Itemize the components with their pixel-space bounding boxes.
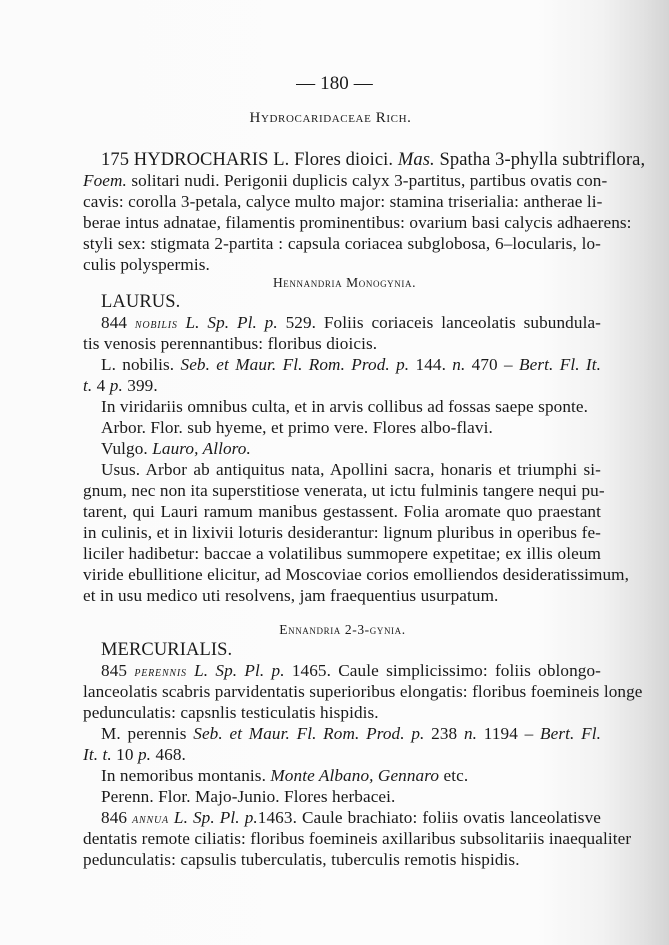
species-844-line-2: tis venosis perennantibus: floribus dioicis.	[83, 334, 378, 353]
genus-175-line-2: Foem. solitari nudi. Perigonii duplicis calyx 3-partitus, partibus ovatis con-	[83, 171, 608, 190]
class-heading-monogynia: Hennandria Monogynia.	[272, 275, 417, 290]
species-844-habitat: In viridariis omnibus culta, et in arvis collibus ad fossas saepe sponte.	[101, 397, 589, 416]
genus-mercurialis: MERCURIALIS.	[101, 640, 233, 660]
species-846-line-3: pedunculatis: capsulis tuberculatis, tuberculis remotis hispidis.	[83, 850, 520, 869]
family-heading: Hydrocaridaceae Rich.	[249, 110, 412, 126]
genus-175-line-1: 175 HYDROCHARIS L. Flores dioici. Mas. Spatha 3-phylla subtriflora,	[101, 150, 646, 170]
species-844-usus-2: gnum, nec non ita superstitiose venerata, ut ictu fulminis tangere nequi pu-	[83, 481, 605, 500]
species-844-usus-6: viride ebullitione elicitur, ad Moscoviae corios emolliendos desideratissimum,	[83, 565, 630, 584]
genus-laurus: LAURUS.	[101, 292, 181, 312]
species-846-line-1: 846 annua L. Sp. Pl. p.1463. Caule brachiato: foliis ovatis lanceolatisve	[101, 808, 601, 827]
page-number: — 180 —	[296, 73, 373, 94]
species-845-line-3: pedunculatis: capsnlis testiculatis hispidis.	[83, 703, 379, 722]
species-845-habitat: In nemoribus montanis. Monte Albano, Gennaro etc.	[101, 766, 469, 785]
species-844-synonym-cont: t. 4 p. 399.	[83, 376, 158, 395]
genus-175-line-3: cavis: corolla 3-petala, calyce multo major: stamina triserialia: antherae li-	[83, 192, 603, 211]
species-844-line-1: 844 nobilis L. Sp. Pl. p. 529. Foliis coriaceis lanceolatis subundula-	[101, 313, 601, 332]
species-844-phenology: Arbor. Flor. sub hyeme, et primo vere. Flores albo-flavi.	[101, 418, 493, 437]
genus-175-line-5: styli sex: stigmata 2-partita : capsula coriacea subglobosa, 6–locularis, lo-	[83, 234, 601, 253]
species-844-synonym: L. nobilis. Seb. et Maur. Fl. Rom. Prod. p. 144. n. 470 – Bert. Fl. It.	[101, 355, 601, 374]
class-heading-gynia: Ennandria 2-3-gynia.	[279, 622, 406, 637]
species-845-line-1: 845 perennis L. Sp. Pl. p. 1465. Caule simplicissimo: foliis oblongo-	[101, 661, 601, 680]
species-845-synonym: M. perennis Seb. et Maur. Fl. Rom. Prod. p. 238 n. 1194 – Bert. Fl.	[101, 724, 602, 743]
species-845-synonym-cont: It. t. 10 p. 468.	[83, 745, 186, 764]
genus-175-line-6: culis polyspermis.	[83, 255, 210, 274]
species-844-usus-4: in culinis, et in lixivii loturis desiderantur: lignum pluribus in operibus fe-	[83, 523, 601, 542]
genus-175-line-4: berae intus adnatae, filamentis prominentibus: ovarium basi calycis adhaerens:	[83, 213, 632, 232]
species-844-usus-3: tarent, qui Lauri ramum manibus gestassent. Folia aromate quo praestant	[83, 502, 601, 521]
species-846-line-2: dentatis remote ciliatis: floribus foemineis axillaribus subsolitariis inaequaliter	[83, 829, 632, 848]
species-844-usus-1: Usus. Arbor ab antiquitus nata, Apollini sacra, honaris et triumphi si-	[101, 460, 601, 479]
species-844-usus-5: liciler hadibetur: baccae a volatilibus summopere expetitae; ex illis oleum	[83, 544, 601, 563]
species-844-vulgo: Vulgo. Lauro, Alloro.	[101, 439, 251, 458]
species-845-phenology: Perenn. Flor. Majo-Junio. Flores herbacei.	[101, 787, 396, 806]
species-845-line-2: lanceolatis scabris parvidentatis superioribus elongatis: floribus foemineis longe	[83, 682, 643, 701]
species-844-usus-7: et in usu medico uti resolvens, jam fraequentius usurpatum.	[83, 586, 499, 605]
